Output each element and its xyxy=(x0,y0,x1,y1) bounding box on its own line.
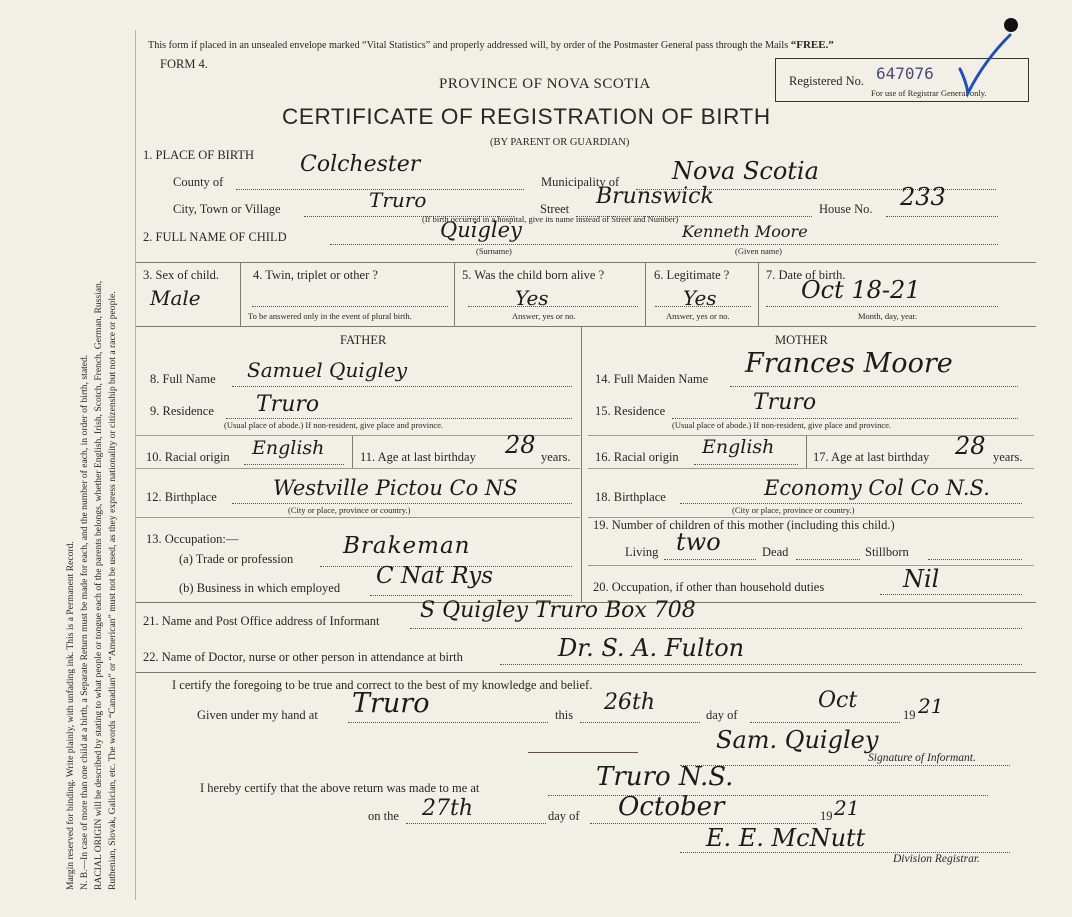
street-label: Street xyxy=(540,202,570,216)
margin-note-2: N. B.—In case of more than one child at a birth, a Separate Return must be made for each, and the number of each, in order of birth, stated. xyxy=(79,354,90,890)
mother-age-label: 17. Age at last birthday xyxy=(813,450,930,464)
year-prefix: 19 xyxy=(903,708,916,722)
living-line xyxy=(664,559,756,560)
registrar-year: 21 xyxy=(834,796,860,820)
father-occupation-label: 13. Occupation:— xyxy=(146,532,239,546)
father-racial: English xyxy=(252,437,325,459)
page-subtitle: (BY PARENT OR GUARDIAN) xyxy=(490,137,630,148)
father-residence-line xyxy=(226,418,572,419)
twin-line xyxy=(252,306,448,307)
stillborn-label: Stillborn xyxy=(865,545,909,559)
punch-hole xyxy=(1004,18,1018,32)
divider xyxy=(136,672,1036,673)
father-birthplace: Westville Pictou Co NS xyxy=(273,476,518,500)
mother-birthplace-label: 18. Birthplace xyxy=(595,490,666,504)
given-under-label: Given under my hand at xyxy=(197,708,318,722)
page-title: CERTIFICATE OF REGISTRATION OF BIRTH xyxy=(282,104,771,129)
living-label: Living xyxy=(625,545,659,559)
given-name-caption: (Given name) xyxy=(735,246,782,256)
child-name-label: 2. FULL NAME OF CHILD xyxy=(143,230,287,244)
legitimate-value: Yes xyxy=(683,286,717,310)
registration-box xyxy=(775,58,1029,102)
trade-label: (a) Trade or profession xyxy=(179,552,294,566)
certify-statement: I certify the foregoing to be true and correct to the best of my knowledge and belief. xyxy=(172,678,593,692)
registrar-day: 27th xyxy=(422,796,474,821)
divider xyxy=(240,262,241,326)
children-count-label: 19. Number of children of this mother (including this child.) xyxy=(593,518,895,532)
divider xyxy=(352,436,353,468)
father-birthplace-label: 12. Birthplace xyxy=(146,490,217,504)
margin-rule xyxy=(135,30,136,900)
legitimate-note: Answer, yes or no. xyxy=(666,311,730,321)
father-age-label: 11. Age at last birthday xyxy=(360,450,476,464)
street-value: Brunswick xyxy=(596,184,714,209)
divider xyxy=(454,262,455,326)
mother-years: years. xyxy=(993,450,1023,464)
father-racial-line xyxy=(244,464,344,465)
mother-residence-label: 15. Residence xyxy=(595,404,666,418)
father-age: 28 xyxy=(505,431,536,459)
child-surname: Quigley xyxy=(440,218,522,242)
mother-age: 28 xyxy=(955,432,986,460)
given-place-line xyxy=(348,722,548,723)
on-the-label: on the xyxy=(368,809,399,823)
divider xyxy=(588,468,1034,469)
reg-day-line xyxy=(406,823,546,824)
child-given-name: Kenneth Moore xyxy=(682,222,808,241)
father-birthplace-line xyxy=(232,503,572,504)
registered-number: 647076 xyxy=(876,64,934,83)
mother-birthplace-line xyxy=(680,503,1022,504)
business-value: C Nat Rys xyxy=(376,563,494,589)
registrar-place: Truro N.S. xyxy=(596,762,734,792)
registrar-month: October xyxy=(618,792,725,822)
father-residence-note: (Usual place of abode.) If non-resident, give place and province. xyxy=(224,420,444,430)
certify-day: 26th xyxy=(604,690,656,715)
father-residence-label: 9. Residence xyxy=(150,404,214,418)
hospital-note: (If birth occurred in a hospital, give its name instead of Street and Number) xyxy=(422,214,679,224)
mother-maiden: Frances Moore xyxy=(745,348,953,379)
divider xyxy=(136,517,580,518)
place-of-birth-label: 1. PLACE OF BIRTH xyxy=(143,148,255,162)
divider xyxy=(136,468,580,469)
dead-label: Dead xyxy=(762,545,789,559)
sex-label: 3. Sex of child. xyxy=(143,268,220,282)
informant-value: S Quigley Truro Box 708 xyxy=(420,598,696,623)
mother-maiden-line xyxy=(730,386,1018,387)
legitimate-label: 6. Legitimate ? xyxy=(654,268,730,282)
informant-label: 21. Name and Post Office address of Informant xyxy=(143,614,380,628)
registrar-statement: I hereby certify that the above return was made to me at xyxy=(200,781,480,795)
margin-note-3: RACIAL ORIGIN will be described by stating to what people or tongue each of the parents belongs, whether English, Irish, Scotch, French, German, Russian, xyxy=(93,280,104,890)
month-line xyxy=(750,722,900,723)
mother-racial-label: 16. Racial origin xyxy=(595,450,679,464)
mother-occupation-label: 20. Occupation, if other than household duties xyxy=(593,580,825,594)
divider xyxy=(136,326,1036,327)
divider xyxy=(136,262,1036,263)
house-line xyxy=(886,216,998,217)
alive-label: 5. Was the child born alive ? xyxy=(462,268,605,282)
father-name-line xyxy=(232,386,572,387)
father-name: Samuel Quigley xyxy=(247,358,408,382)
alive-value: Yes xyxy=(515,286,549,310)
certify-year: 21 xyxy=(918,694,944,718)
mother-occupation-line xyxy=(880,594,1022,595)
informant-signature: Sam. Quigley xyxy=(716,726,879,754)
registrar-caption: Division Registrar. xyxy=(893,853,980,865)
father-years: years. xyxy=(541,450,571,464)
living-value: two xyxy=(676,528,721,556)
registrar-place-line xyxy=(548,795,988,796)
alive-note: Answer, yes or no. xyxy=(512,311,576,321)
municipality-value: Nova Scotia xyxy=(672,157,819,185)
city-value: Truro xyxy=(369,188,427,212)
mother-occupation: Nil xyxy=(903,565,940,593)
business-line xyxy=(370,595,572,596)
twin-label: 4. Twin, triplet or other ? xyxy=(253,268,378,282)
province-heading: PROVINCE OF NOVA SCOTIA xyxy=(439,76,651,92)
sex-value: Male xyxy=(150,286,201,310)
father-racial-label: 10. Racial origin xyxy=(146,450,230,464)
mother-residence-line xyxy=(672,418,1018,419)
form-number: FORM 4. xyxy=(160,57,208,71)
mother-residence: Truro xyxy=(753,390,817,415)
mother-residence-note: (Usual place of abode.) If non-resident, give place and province. xyxy=(672,420,892,430)
alive-line xyxy=(468,306,638,307)
mother-birthplace-note: (City or place, province or country.) xyxy=(732,505,855,515)
this-label: this xyxy=(555,708,574,722)
certify-month: Oct xyxy=(818,688,858,713)
father-heading: FATHER xyxy=(340,333,387,347)
municipality-label: Municipality of xyxy=(541,175,620,189)
mailing-note: This form if placed in an unsealed envelope marked “Vital Statistics” and properly addressed will, by order of the Postmaster General pass through the Mails “FREE.” xyxy=(148,39,834,51)
birth-date-value: Oct 18-21 xyxy=(801,276,921,304)
trade-value: Brakeman xyxy=(343,533,471,559)
house-label: House No. xyxy=(819,202,873,216)
father-birthplace-note: (City or place, province or country.) xyxy=(288,505,411,515)
mother-heading: MOTHER xyxy=(775,333,828,347)
birth-date-note: Month, day, year. xyxy=(858,311,918,321)
birth-date-line xyxy=(766,306,998,307)
divider xyxy=(806,436,807,468)
day-of-label: day of xyxy=(706,708,738,722)
county-label: County of xyxy=(173,175,224,189)
business-label: (b) Business in which employed xyxy=(179,581,341,595)
given-place: Truro xyxy=(352,688,430,719)
column-divider xyxy=(581,326,582,602)
doctor-label: 22. Name of Doctor, nurse or other person in attendance at birth xyxy=(143,650,463,664)
city-label: City, Town or Village xyxy=(173,202,281,216)
mother-birthplace: Economy Col Co N.S. xyxy=(764,476,990,500)
margin-note-1: Margin reserved for binding. Write plainly, with unfading ink. This is a Permanent Record. xyxy=(65,541,76,890)
mother-maiden-label: 14. Full Maiden Name xyxy=(595,372,709,386)
divider xyxy=(528,752,638,753)
registrar-signature: E. E. McNutt xyxy=(706,824,866,852)
twin-note: To be answered only in the event of plural birth. xyxy=(248,311,412,321)
margin-note-4: Ruthenian, Slovak, Galician, etc. The words “Canadian” or “American” must not be used, as they express nationality or citizenship but not a race or people. xyxy=(107,291,118,890)
margin-notes xyxy=(60,60,140,890)
signature-caption: Signature of Informant. xyxy=(868,752,976,764)
doctor-line xyxy=(500,664,1022,665)
divider xyxy=(588,565,1034,566)
mother-racial: English xyxy=(702,436,775,458)
child-name-line xyxy=(330,244,998,245)
father-residence: Truro xyxy=(256,392,320,417)
informant-line xyxy=(410,628,1022,629)
mother-racial-line xyxy=(694,464,798,465)
registrar-use-note: For use of Registrar General only. xyxy=(871,88,987,98)
check-mark-icon xyxy=(954,31,1014,101)
surname-caption: (Surname) xyxy=(476,246,512,256)
dead-line xyxy=(796,559,860,560)
day-line xyxy=(580,722,700,723)
divider xyxy=(758,262,759,326)
father-name-label: 8. Full Name xyxy=(150,372,216,386)
divider xyxy=(645,262,646,326)
stillborn-line xyxy=(928,559,1022,560)
reg-day-of-label: day of xyxy=(548,809,580,823)
reg-year-prefix: 19 xyxy=(820,809,833,823)
birth-date-label: 7. Date of birth. xyxy=(766,268,846,282)
house-value: 233 xyxy=(900,183,946,211)
county-value: Colchester xyxy=(300,152,421,177)
registered-label: Registered No. xyxy=(789,74,864,88)
doctor-value: Dr. S. A. Fulton xyxy=(558,634,745,662)
